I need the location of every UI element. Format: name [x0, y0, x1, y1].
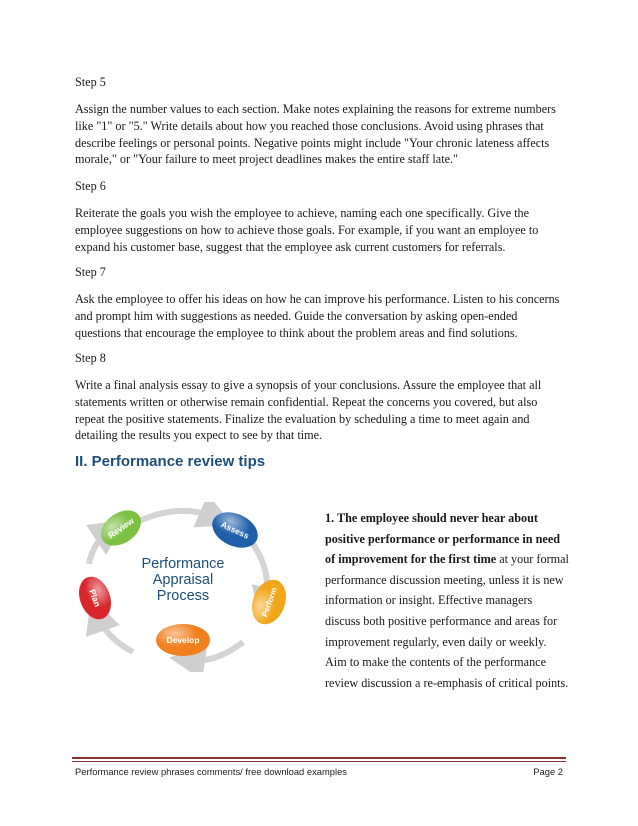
- footer-divider: [72, 757, 566, 759]
- diagram-center-text: [141, 556, 224, 604]
- node-label: Review: [106, 515, 136, 541]
- performance-appraisal-diagram: [75, 502, 290, 672]
- step-8-text: Write a final analysis essay to give a synopsis of your conclusions. Assure the employee that all statements written or otherwise remain confidential. Repeat the concerns you covered, but also repeat the positive statements. Finalize the evaluation by scheduling a time to meet again and detailing the results you expect to see by that time.: [75, 378, 542, 443]
- node-label: Develop: [166, 635, 200, 645]
- section-heading: II. Performance review tips: [75, 453, 266, 470]
- center-line-2: Appraisal: [152, 572, 214, 588]
- page-number: Page 2: [533, 766, 563, 777]
- center-line-3: Process: [156, 588, 210, 604]
- footer-divider-thin: [72, 761, 566, 762]
- step-5-title: Step 5: [75, 75, 106, 89]
- step-7-text: Ask the employee to offer his ideas on how he can improve his performance. Listen to his concerns and prompt him with suggestions as needed. Guide the conversation by asking open-ended questions that encourage the employee to think about the problem areas and find solutions.: [75, 292, 560, 340]
- tip-paragraph: [325, 508, 570, 693]
- diagram-node-plan: [75, 572, 117, 624]
- step-5-text: Assign the number values to each section. Make notes explaining the reasons for extreme numbers like "1" or "5." Write details about how you reached those conclusions. Avoid using phrases that describe feelings or personal points. Negative points might include "Your chronic lateness affects morale," or "Your failure to meet project deadlines makes the entire staff late.": [75, 102, 556, 167]
- tip-body: at your formal performance discussion meeting, unless it is new information or insight. Effective managers discuss both positive performance and areas for improvement regularly, even daily or weekly. Aim to make the contents of the performance review discussion a re-emphasis of critical points.: [325, 552, 569, 690]
- diagram-node-perform: [246, 575, 290, 629]
- node-label: Assess: [219, 519, 251, 541]
- tip-bold-lead: 1. The employee should never hear about positive performance or performance in need of improvement for the first time: [325, 511, 561, 567]
- node-label: Perform: [259, 586, 279, 619]
- node-label: Plan: [87, 587, 103, 609]
- step-6-title: Step 6: [75, 179, 106, 193]
- step-6-text: Reiterate the goals you wish the employee to achieve, naming each one specifically. Give the employee suggestions on how to achieve those goals. For example, if you want an employee to expand his customer base, suggest that the employee ask current customers for referrals.: [75, 206, 539, 254]
- center-line-1: Performance: [141, 556, 225, 572]
- step-7-title: Step 7: [75, 265, 106, 279]
- step-8-title: Step 8: [75, 351, 106, 365]
- diagram-node-develop: [156, 624, 210, 656]
- diagram-node-review: [94, 503, 147, 553]
- footer-title: Performance review phrases comments/ free download examples: [75, 766, 347, 777]
